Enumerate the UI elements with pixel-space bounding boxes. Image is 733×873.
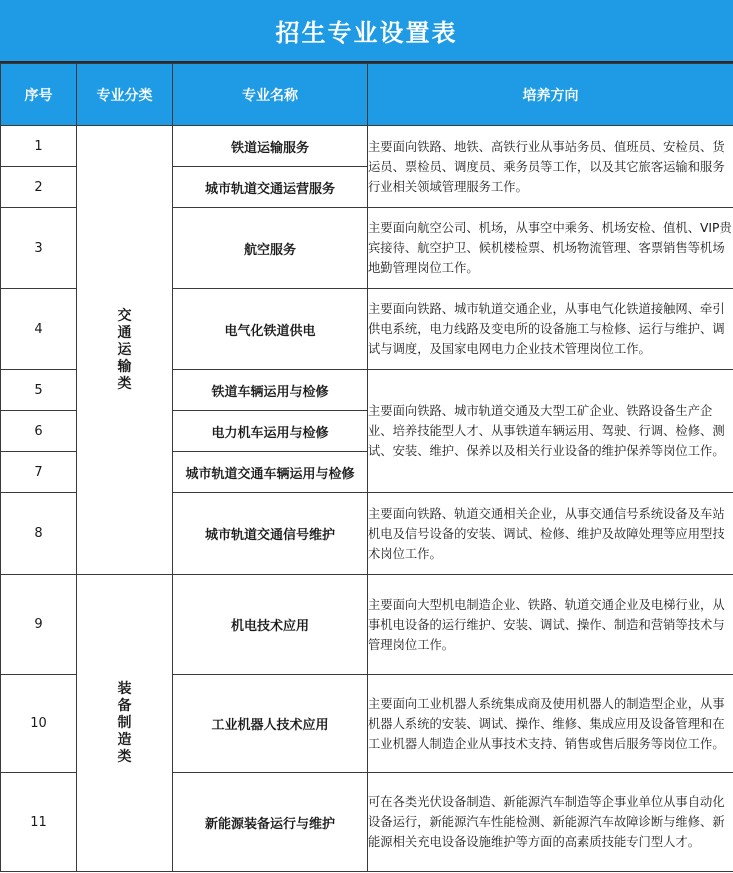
- header-row: [1, 64, 733, 126]
- row-direction: 主要面向铁路、轨道交通相关企业，从事交通信号系统设备及车站机电及信号设备的安装、调试、检修、维护及故障处理等应用型技术岗位工作。: [368, 493, 733, 575]
- category-label: 装备制造类: [117, 680, 132, 765]
- row-name: 铁道车辆运用与检修: [173, 370, 368, 411]
- row-seq: 5: [1, 370, 77, 411]
- header-seq: 序号: [1, 64, 77, 126]
- row-name: 工业机器人技术应用: [173, 675, 368, 773]
- row-seq: 11: [1, 773, 77, 872]
- row-seq: 6: [1, 411, 77, 452]
- row-direction: 主要面向铁路、城市轨道交通及大型工矿企业、铁路设备生产企业、培养技能型人才、从事铁道车辆运用、驾驶、行调、检修、测试、安装、维护、保养以及相关行业设备的维护保养等岗位工作。: [368, 370, 733, 493]
- row-name: 城市轨道交通运营服务: [173, 167, 368, 208]
- row-seq: 2: [1, 167, 77, 208]
- row-seq: 9: [1, 575, 77, 675]
- row-seq: 3: [1, 208, 77, 289]
- header-category: 专业分类: [77, 64, 173, 126]
- row-name: 电力机车运用与检修: [173, 411, 368, 452]
- major-table: [0, 63, 733, 872]
- category-equipment: [77, 575, 173, 872]
- category-transport: [77, 126, 173, 575]
- row-direction: 可在各类光伏设备制造、新能源汽车制造等企事业单位从事自动化设备运行，新能源汽车性能检测、新能源汽车故障诊断与维修、新能源相关充电设备设施维护等方面的高素质技能专门型人才。: [368, 773, 733, 872]
- row-seq: 7: [1, 452, 77, 493]
- row-seq: 1: [1, 126, 77, 167]
- category-label: 交通运输类: [117, 307, 132, 392]
- row-name: 城市轨道交通车辆运用与检修: [173, 452, 368, 493]
- row-name: 电气化铁道供电: [173, 289, 368, 370]
- row-direction: 主要面向铁路、地铁、高铁行业从事站务员、值班员、安检员、货运员、票检员、调度员、乘务员等工作，以及其它旅客运输和服务行业相关领域管理服务工作。: [368, 126, 733, 208]
- table-title: 招生专业设置表: [0, 0, 733, 63]
- table-row: [1, 126, 733, 167]
- row-seq: 10: [1, 675, 77, 773]
- header-direction: 培养方向: [368, 64, 733, 126]
- row-direction: 主要面向大型机电制造企业、铁路、轨道交通企业及电梯行业，从事机电设备的运行维护、安装、调试、操作、制造和营销等技术与管理岗位工作。: [368, 575, 733, 675]
- row-name: 铁道运输服务: [173, 126, 368, 167]
- row-direction: 主要面向工业机器人系统集成商及使用机器人的制造型企业，从事机器人系统的安装、调试、操作、维修、集成应用及设备管理和在工业机器人制造企业从事技术支持、销售或售后服务等岗位工作。: [368, 675, 733, 773]
- row-seq: 8: [1, 493, 77, 575]
- table-row: [1, 575, 733, 675]
- row-name: 机电技术应用: [173, 575, 368, 675]
- row-seq: 4: [1, 289, 77, 370]
- row-name: 城市轨道交通信号维护: [173, 493, 368, 575]
- row-name: 航空服务: [173, 208, 368, 289]
- row-direction: 主要面向铁路、城市轨道交通企业，从事电气化铁道接触网、牵引供电系统，电力线路及变电所的设备施工与检修、运行与维护、调试与调度，及国家电网电力企业技术管理岗位工作。: [368, 289, 733, 370]
- row-name: 新能源装备运行与维护: [173, 773, 368, 872]
- header-name: 专业名称: [173, 64, 368, 126]
- row-direction: 主要面向航空公司、机场，从事空中乘务、机场安检、值机、VIP贵宾接待、航空护卫、候机楼检票、机场物流管理、客票销售等机场地勤管理岗位工作。: [368, 208, 733, 289]
